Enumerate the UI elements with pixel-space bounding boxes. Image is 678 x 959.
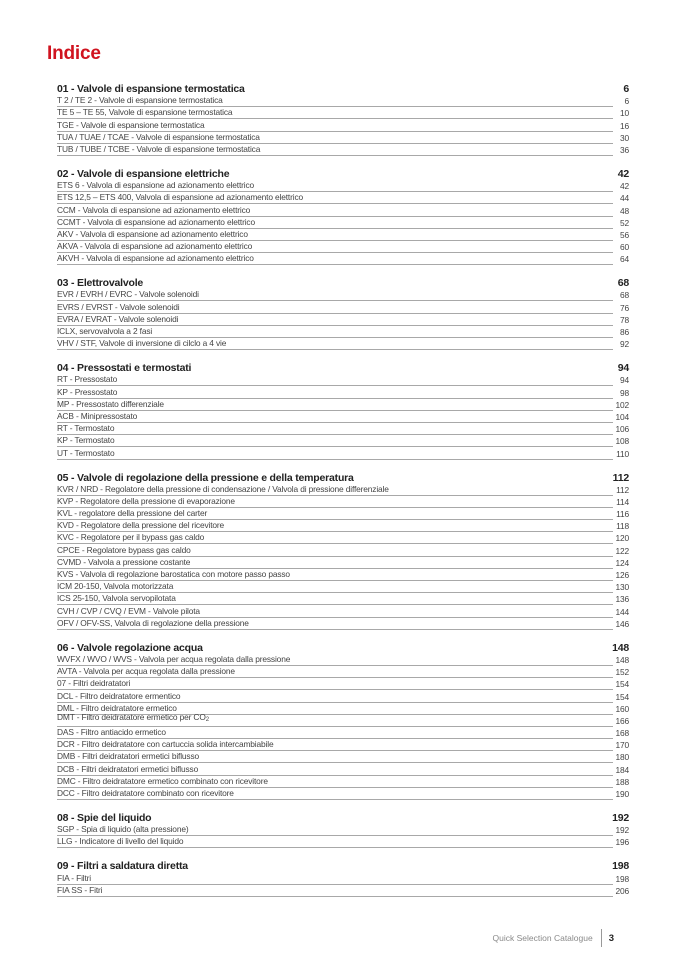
entry-label: [57, 678, 613, 690]
section-title: 03 - Elettrovalvole: [57, 277, 144, 290]
entry-text: WVFX / WVO / WVS - Valvola per acqua regolata dalla pressione: [57, 653, 291, 664]
entry-label: [57, 326, 613, 338]
entry-label: [57, 448, 613, 460]
footer-divider: [601, 929, 602, 947]
entry-label: [57, 666, 613, 678]
entry-text: KVS - Valvola di regolazione barostatica con motore passo passo: [57, 569, 290, 579]
toc-entry[interactable]: [57, 95, 629, 107]
toc-entry[interactable]: [57, 872, 629, 884]
entry-label: [57, 532, 613, 544]
toc-entry[interactable]: [57, 711, 629, 727]
entry-page: 104: [615, 411, 629, 422]
toc-entry[interactable]: [57, 217, 629, 229]
toc-entry[interactable]: [57, 581, 629, 593]
section-page: 42: [617, 167, 629, 180]
entry-page: 78: [619, 314, 629, 325]
entry-text: KVL - regolatore della pressione del carter: [57, 508, 208, 519]
entry-page: 52: [619, 217, 629, 228]
entry-label: [57, 229, 613, 241]
entry-text: ICS 25-150, Valvola servopilotata: [57, 593, 176, 604]
entry-label: [57, 484, 613, 496]
toc-entry[interactable]: [57, 447, 629, 459]
toc-section: [57, 274, 629, 350]
entry-page: 114: [616, 496, 629, 507]
entry-text: DCR - Filtro deidratatore con cartuccia solida intercambiabile: [57, 739, 274, 750]
toc-entry[interactable]: [57, 532, 629, 544]
entry-text: EVRA / EVRAT - Valvole solenoidi: [57, 313, 179, 324]
section-page: 68: [617, 277, 629, 290]
toc-entry[interactable]: [57, 132, 629, 144]
entry-page: 122: [615, 545, 629, 556]
toc-entry[interactable]: [57, 593, 629, 605]
entry-page: 188: [615, 776, 629, 787]
entry-label: [57, 606, 613, 618]
entry-text: AKVH - Valvola di espansione ad azionamento elettrico: [57, 253, 254, 264]
entry-label: [57, 496, 613, 508]
entry-page: 118: [616, 521, 629, 532]
toc-entry[interactable]: [57, 484, 629, 496]
entry-label: [57, 836, 613, 848]
section-page: 112: [612, 471, 629, 484]
toc-entry[interactable]: [57, 763, 629, 775]
toc-entry[interactable]: [57, 204, 629, 216]
entry-label: [57, 569, 613, 581]
section-heading[interactable]: [57, 639, 629, 654]
toc-section: [57, 359, 629, 459]
entry-page: 144: [615, 606, 629, 617]
section-title: 05 - Valvole di regolazione della pressione e della temperatura: [57, 471, 354, 484]
entry-label: [57, 241, 613, 253]
entry-page: 170: [615, 740, 629, 751]
entry-page: 16: [619, 120, 629, 131]
toc-entry[interactable]: [57, 557, 629, 569]
entry-label: [57, 423, 613, 435]
entry-page: 98: [619, 387, 629, 398]
entry-page: 192: [615, 825, 629, 836]
entry-text: AKVA - Valvola di espansione ad azionamento elettrico: [57, 241, 253, 252]
entry-page: 6: [624, 96, 629, 107]
toc-entry[interactable]: [57, 301, 629, 313]
entry-text: DML - Filtro deidratatore ermetico: [57, 702, 177, 713]
entry-page: 148: [615, 654, 629, 665]
entry-label: [57, 545, 613, 557]
entry-page: 154: [615, 679, 629, 690]
entry-label: [57, 289, 613, 301]
entry-text: RT - Pressostato: [57, 374, 118, 385]
entry-text: RT - Termostato: [57, 423, 115, 434]
entry-page: 92: [619, 339, 629, 350]
entry-label: [57, 302, 613, 314]
entry-label: [57, 107, 613, 119]
entry-text: TUA / TUAE / TCAE - Valvole di espansione termostatica: [57, 131, 260, 142]
section-title: 02 - Valvole di espansione elettriche: [57, 167, 230, 180]
entry-label: [57, 132, 613, 144]
section-heading[interactable]: [57, 469, 629, 484]
entry-text: ICLX, servovalvola a 2 fasi: [57, 326, 153, 336]
toc-entry[interactable]: [57, 666, 629, 678]
toc-entry[interactable]: [57, 423, 629, 435]
section-title: 09 - Filtri a saldatura diretta: [57, 860, 188, 873]
entry-text: UT - Termostato: [57, 447, 115, 458]
entry-label: [57, 192, 613, 204]
entry-page: 154: [615, 691, 629, 702]
section-heading[interactable]: [57, 857, 629, 872]
catalogue-name: Quick Selection Catalogue: [492, 933, 593, 943]
toc-entry[interactable]: [57, 690, 629, 702]
entry-label: [57, 253, 613, 265]
entry-text: KP - Termostato: [57, 435, 115, 446]
entry-label: [57, 180, 613, 192]
entry-page: 196: [615, 837, 629, 848]
section-page: 198: [612, 860, 629, 873]
entry-page: 48: [619, 205, 629, 216]
entry-page: 166: [615, 715, 629, 726]
entry-text: KVD - Regolatore della pressione del ricevitore: [57, 520, 225, 531]
entry-page: 168: [615, 728, 629, 739]
entry-text: KVP - Regolatore della pressione di evaporazione: [57, 495, 235, 506]
entry-label: [57, 873, 613, 885]
toc-section: [57, 857, 629, 896]
entry-page: 56: [619, 229, 629, 240]
toc-entry[interactable]: [57, 411, 629, 423]
entry-text: DCL - Filtro deidratatore ermentico: [57, 690, 181, 701]
entry-text: FIA - Filtri: [57, 872, 92, 883]
entry-page: 36: [619, 144, 629, 155]
entry-text: CVMD - Valvola a pressione costante: [57, 556, 191, 567]
toc-entry[interactable]: [57, 544, 629, 556]
section-heading[interactable]: [57, 809, 629, 824]
entry-page: 120: [615, 533, 629, 544]
section-heading[interactable]: [57, 80, 629, 95]
section-page: 192: [612, 812, 629, 824]
entry-label: [57, 144, 613, 156]
entry-text: LLG - Indicatore di livello del liquido: [57, 836, 184, 847]
entry-page: 126: [615, 570, 629, 580]
toc-entry[interactable]: [57, 618, 629, 630]
entry-text: TE 5 – TE 55, Valvole di espansione termostatica: [57, 107, 233, 118]
toc-entry[interactable]: [57, 520, 629, 532]
entry-page: 86: [619, 327, 629, 337]
entry-text: FIA SS - Fitri: [57, 884, 103, 895]
toc-section: [57, 469, 629, 630]
entry-page: 124: [615, 557, 629, 568]
entry-text: DMC - Filtro deidratatore ermetico combinato con ricevitore: [57, 775, 268, 786]
toc-entry[interactable]: [57, 824, 629, 836]
entry-label: [57, 399, 613, 411]
entry-label: [57, 217, 613, 229]
toc-entry[interactable]: [57, 374, 629, 386]
entry-subscript: 2: [205, 716, 209, 723]
entry-label: [57, 557, 613, 569]
section-title: 01 - Valvole di espansione termostatica: [57, 83, 245, 95]
toc-entry[interactable]: [57, 241, 629, 253]
toc-entry[interactable]: [57, 314, 629, 326]
entry-text: DMB - Filtri deidratatori ermetici biflusso: [57, 751, 200, 762]
entry-text: SGP - Spia di liquido (alta pressione): [57, 824, 189, 835]
entry-page: 108: [615, 436, 629, 447]
entry-page: 136: [615, 594, 629, 605]
entry-label: [57, 618, 613, 630]
entry-label: [57, 374, 613, 386]
entry-text: T 2 / TE 2 - Valvole di espansione termostatica: [57, 95, 223, 106]
entry-page: 42: [619, 181, 629, 192]
entry-page: 76: [619, 302, 629, 313]
page-number: 3: [608, 932, 614, 944]
page-title: Indice: [47, 43, 101, 64]
entry-page: 116: [616, 509, 629, 520]
entry-label: [57, 581, 613, 593]
entry-label: [57, 712, 613, 727]
toc-entry[interactable]: [57, 144, 629, 156]
entry-page: 190: [615, 789, 629, 799]
section-heading[interactable]: [57, 359, 629, 374]
entry-text: CCMT - Valvola di espansione ad azionamento elettrico: [57, 216, 255, 227]
entry-label: [57, 824, 613, 836]
entry-text: ACB - Minipressostato: [57, 410, 138, 421]
entry-text: EVR / EVRH / EVRC - Valvole solenoidi: [57, 289, 199, 300]
entry-text: AKV - Valvola di espansione ad azionamento elettrico: [57, 228, 248, 239]
entry-text: KVR / NRD - Regolatore della pressione di condensazione / Valvola di pressione differenziale: [57, 483, 389, 494]
entry-page: 130: [615, 582, 629, 593]
entry-label: [57, 205, 613, 217]
entry-text: CPCE - Regolatore bypass gas caldo: [57, 544, 191, 555]
entry-text: CVH / CVP / CVQ / EVM - Valvole pilota: [57, 605, 200, 616]
entry-label: [57, 411, 613, 423]
toc-entry[interactable]: [57, 739, 629, 751]
entry-label: [57, 338, 613, 350]
entry-text: DCC - Filtro deidratatore combinato con ricevitore: [57, 788, 234, 798]
entry-text: DAS - Filtro antiacido ermetico: [57, 727, 166, 738]
toc-entry[interactable]: [57, 569, 629, 581]
page-footer: [493, 929, 614, 947]
toc-section: [57, 165, 629, 265]
toc-entry[interactable]: [57, 788, 629, 800]
toc-entry[interactable]: [57, 885, 629, 897]
toc-entry[interactable]: [57, 836, 629, 848]
entry-label: [57, 520, 613, 532]
toc-entry[interactable]: [57, 678, 629, 690]
entry-label: [57, 654, 613, 666]
entry-label: [57, 727, 613, 739]
entry-label: [57, 435, 613, 447]
entry-label: [57, 764, 613, 776]
entry-text: ICM 20-150, Valvola motorizzata: [57, 581, 174, 592]
entry-text: VHV / STF, Valvole di inversione di cilclo a 4 vie: [57, 338, 227, 349]
entry-label: [57, 314, 613, 326]
entry-label: [57, 95, 613, 107]
toc-entry[interactable]: [57, 386, 629, 398]
entry-page: 180: [615, 752, 629, 763]
entry-page: 152: [615, 667, 629, 678]
section-title: 04 - Pressostati e termostati: [57, 362, 192, 375]
section-title: 06 - Valvole regolazione acqua: [57, 641, 203, 654]
entry-page: 30: [619, 132, 629, 143]
toc-entry[interactable]: [57, 289, 629, 301]
entry-page: 106: [615, 424, 629, 435]
toc-entry[interactable]: [57, 326, 629, 338]
section-page: 94: [617, 362, 629, 375]
entry-page: 60: [619, 242, 629, 253]
entry-label: [57, 739, 613, 751]
toc-entry[interactable]: [57, 338, 629, 350]
toc-entry[interactable]: [57, 119, 629, 131]
toc-entry[interactable]: [57, 253, 629, 265]
toc-entry[interactable]: [57, 229, 629, 241]
toc-entry[interactable]: [57, 496, 629, 508]
toc-entry[interactable]: [57, 399, 629, 411]
section-title: 08 - Spie del liquido: [57, 812, 152, 824]
toc-entry[interactable]: [57, 605, 629, 617]
entry-label: [57, 593, 613, 605]
entry-text: EVRS / EVRST - Valvole solenoidi: [57, 301, 180, 312]
entry-page: 94: [619, 375, 629, 386]
entry-page: 146: [615, 618, 629, 629]
entry-text: TUB / TUBE / TCBE - Valvole di espansione termostatica: [57, 143, 261, 154]
toc-entry[interactable]: [57, 727, 629, 739]
toc-entry[interactable]: [57, 508, 629, 520]
entry-text: KP - Pressostato: [57, 386, 118, 397]
section-heading[interactable]: [57, 274, 629, 289]
entry-text: AVTA - Valvola per acqua regolata dalla pressione: [57, 666, 235, 677]
entry-label: [57, 885, 613, 897]
entry-text: TGE - Valvole di espansione termostatica: [57, 119, 205, 130]
entry-page: 102: [615, 399, 629, 410]
entry-page: 184: [615, 764, 629, 775]
entry-page: 44: [619, 193, 629, 204]
entry-page: 160: [615, 703, 629, 714]
toc-section: [57, 639, 629, 800]
entry-label: [57, 508, 613, 520]
toc-entry[interactable]: [57, 654, 629, 666]
toc-entry[interactable]: [57, 776, 629, 788]
toc-section: [57, 809, 629, 848]
toc-entry[interactable]: [57, 180, 629, 192]
entry-text: ETS 6 - Valvola di espansione ad azionamento elettrico: [57, 180, 255, 191]
entry-text: DCB - Filtri deidratatori ermetici biflusso: [57, 763, 199, 774]
entry-label: [57, 788, 613, 800]
entry-label: [57, 776, 613, 788]
entry-text: MP - Pressostato differenziale: [57, 398, 164, 409]
entry-text: CCM - Valvola di espansione ad azionamento elettrico: [57, 204, 251, 215]
entry-text: 07 - Filtri deidratatori: [57, 678, 131, 689]
entry-label: [57, 387, 613, 399]
entry-page: 110: [616, 448, 629, 459]
section-page: 6: [623, 83, 629, 95]
entry-text: ETS 12,5 – ETS 400, Valvola di espansione ad azionamento elettrico: [57, 192, 304, 203]
toc-entry[interactable]: [57, 751, 629, 763]
toc-entry[interactable]: [57, 192, 629, 204]
entry-label: [57, 751, 613, 763]
toc-entry[interactable]: [57, 107, 629, 119]
table-of-contents: [57, 80, 629, 906]
entry-text: OFV / OFV-SS, Valvola di regolazione della pressione: [57, 617, 249, 628]
entry-page: 68: [619, 290, 629, 301]
section-page: 148: [612, 641, 629, 654]
toc-entry[interactable]: [57, 435, 629, 447]
entry-page: 64: [619, 254, 629, 265]
toc-section: [57, 80, 629, 156]
entry-page: 112: [616, 484, 629, 495]
entry-page: 10: [619, 108, 629, 119]
entry-label: [57, 691, 613, 703]
entry-text: DMT - Filtro deidratatore ermetico per CO: [57, 711, 206, 722]
entry-page: 198: [615, 873, 629, 884]
section-heading[interactable]: [57, 165, 629, 180]
entry-label: [57, 120, 613, 132]
entry-page: 206: [615, 885, 629, 896]
entry-text: KVC - Regolatore per il bypass gas caldo: [57, 532, 205, 543]
